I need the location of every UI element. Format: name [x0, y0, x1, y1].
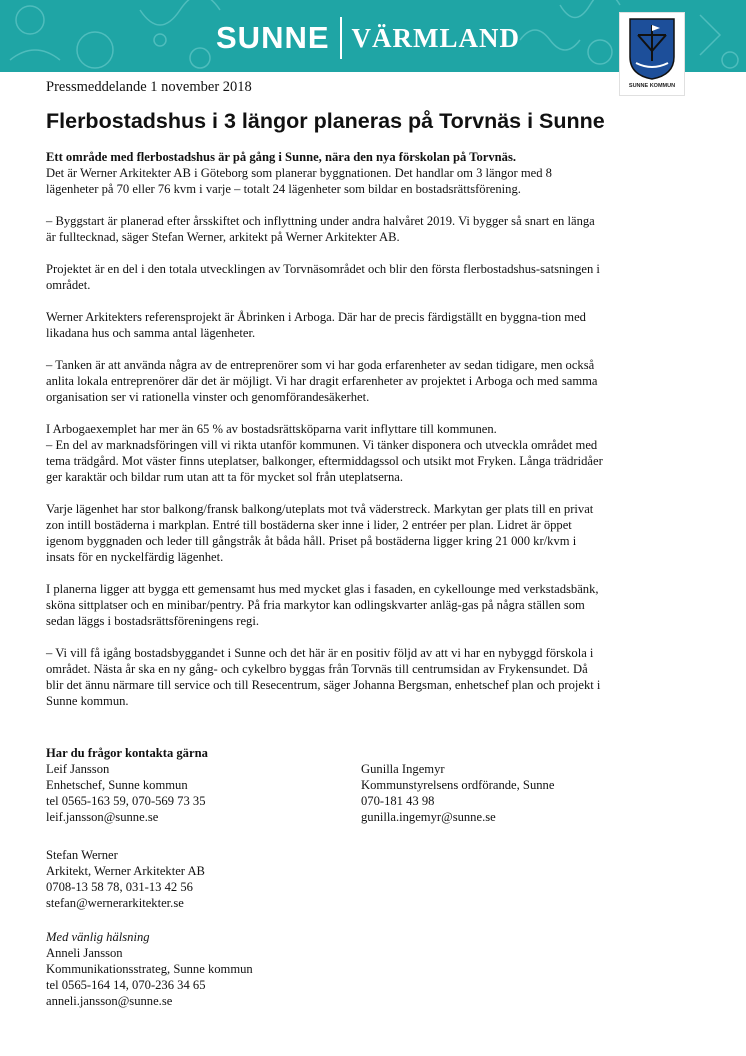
paragraph: I planerna ligger att bygga ett gemensamt hus med mycket glas i fasaden, en cykellounge med verkstadsbänk, sköna sittplatser och en minibar/pentry. På fria markytor kan odlingskvarter anläg-gas på några ställen som sedan läggs i bostadsrättsföreningens regi. — [46, 582, 599, 628]
contact-name: Gunilla Ingemyr — [361, 762, 445, 776]
contacts-heading: Har du frågor kontakta gärna — [46, 746, 208, 760]
paragraph: I Arbogaexemplet har mer än 65 % av bostadsrättsköparna varit inflyttare till kommunen. — [46, 422, 497, 436]
coat-of-arms-icon — [628, 17, 676, 81]
contact-name: Stefan Werner — [46, 848, 118, 862]
page-title: Flerbostadshus i 3 längor planeras på Torvnäs i Sunne — [46, 109, 605, 133]
contact-role: Kommunstyrelsens ordförande, Sunne — [361, 778, 555, 792]
paragraph: – Vi vill få igång bostadsbyggandet i Sunne och det här är en positiv följd av att vi har en nybyggd förskola i området. Nästa år ska en ny gång- och cykelbro byggas från Torvnäs till centrumsidan av Frykensundet. Då blir det ännu närmare till service och till Resecentrum, säger Johanna Bergsman, enhetschef plan och projekt i Sunne kommun. — [46, 646, 601, 708]
contact-phone: 070-181 43 98 — [361, 794, 435, 808]
lead-paragraph: Ett område med flerbostadshus är på gång i Sunne, nära den nya förskolan på Torvnäs. — [46, 150, 517, 164]
contact-phone: tel 0565-163 59, 070-569 73 35 — [46, 794, 206, 808]
contact-leif — [46, 745, 208, 825]
brand-sunne: SUNNE — [216, 20, 330, 55]
contact-name: Leif Jansson — [46, 762, 110, 776]
signature-role: Kommunikationsstrateg, Sunne kommun — [46, 962, 253, 976]
article-body — [46, 149, 606, 725]
contact-gunilla — [361, 761, 554, 825]
closing-greeting: Med vänlig hälsning — [46, 930, 150, 944]
closing-signature — [46, 929, 253, 1009]
signature-phone: tel 0565-164 14, 070-236 34 65 — [46, 978, 206, 992]
brand-varmland: VÄRMLAND — [351, 22, 520, 53]
paragraph: Projektet är en del i den totala utvecklingen av Torvnäsområdet och blir den första flerbostadshus-satsningen i området. — [46, 262, 600, 292]
paragraph: – Byggstart är planerad efter årsskiftet och inflyttning under andra halvåret 2019. Vi bygger så snart en länga är fulltecknad, säger Stefan Werner, arkitekt på Werner Arkitekter AB. — [46, 214, 595, 244]
paragraph: – Tanken är att använda några av de entreprenörer som vi har goda erfarenheter av sedan tidigare, men också anlita lokala entreprenörer där det är möjligt. Vi har dragit erfarenheter av projektet i Arboga och med samma organisation ser vi rationella vinster och genomförandesäkerhet. — [46, 358, 598, 404]
contact-email[interactable]: stefan@wernerarkitekter.se — [46, 896, 184, 910]
logo-caption: SUNNE KOMMUN — [628, 83, 676, 89]
contact-role: Enhetschef, Sunne kommun — [46, 778, 188, 792]
brand-wordmark — [216, 16, 520, 60]
signature-name: Anneli Jansson — [46, 946, 123, 960]
contact-role: Arkitekt, Werner Arkitekter AB — [46, 864, 205, 878]
paragraph: Werner Arkitekters referensprojekt är Åbrinken i Arboga. Där har de precis färdigställt en byggna-tion med likadana hus och samma antal lägenheter. — [46, 310, 586, 340]
paragraph: Det är Werner Arkitekter AB i Göteborg som planerar byggnationen. Det handlar om 3 längor med 8 lägenheter på 70 eller 76 kvm i varje – totalt 24 lägenheter som bildar en bostadsrättsförening. — [46, 166, 552, 196]
paragraph: Varje lägenhet har stor balkong/fransk balkong/uteplats mot två väderstreck. Markytan ger plats till en privat zon intill bostäderna i markplan. Entré till bostäderna sker inne i lider, 2 entréer per plan. Lidret är öppet igenom byggnaden och leder till gångstråk åt båda håll. Priset på bostäderna ligger kring 21 000 kr/kvm i insats för en nyckelfärdig lägenhet. — [46, 502, 594, 564]
signature-email[interactable]: anneli.jansson@sunne.se — [46, 994, 173, 1008]
contact-phone: 0708-13 58 78, 031-13 42 56 — [46, 880, 193, 894]
contact-stefan — [46, 847, 205, 911]
contact-email[interactable]: leif.jansson@sunne.se — [46, 810, 159, 824]
brand-divider — [340, 17, 342, 59]
contact-email[interactable]: gunilla.ingemyr@sunne.se — [361, 810, 496, 824]
dateline: Pressmeddelande 1 november 2018 — [46, 79, 252, 95]
paragraph: – En del av marknadsföringen vill vi rikta utanför kommunen. Vi tänker disponera och utveckla området med tema trädgård. Mot väster finns uteplatser, balkonger, eftermiddagssol och utsikt mot Fryken. Långa trädridåer ger karaktär och bildar rum utan att ta för mycket sol från uteplatserna. — [46, 438, 603, 484]
sunne-kommun-logo — [619, 12, 685, 96]
